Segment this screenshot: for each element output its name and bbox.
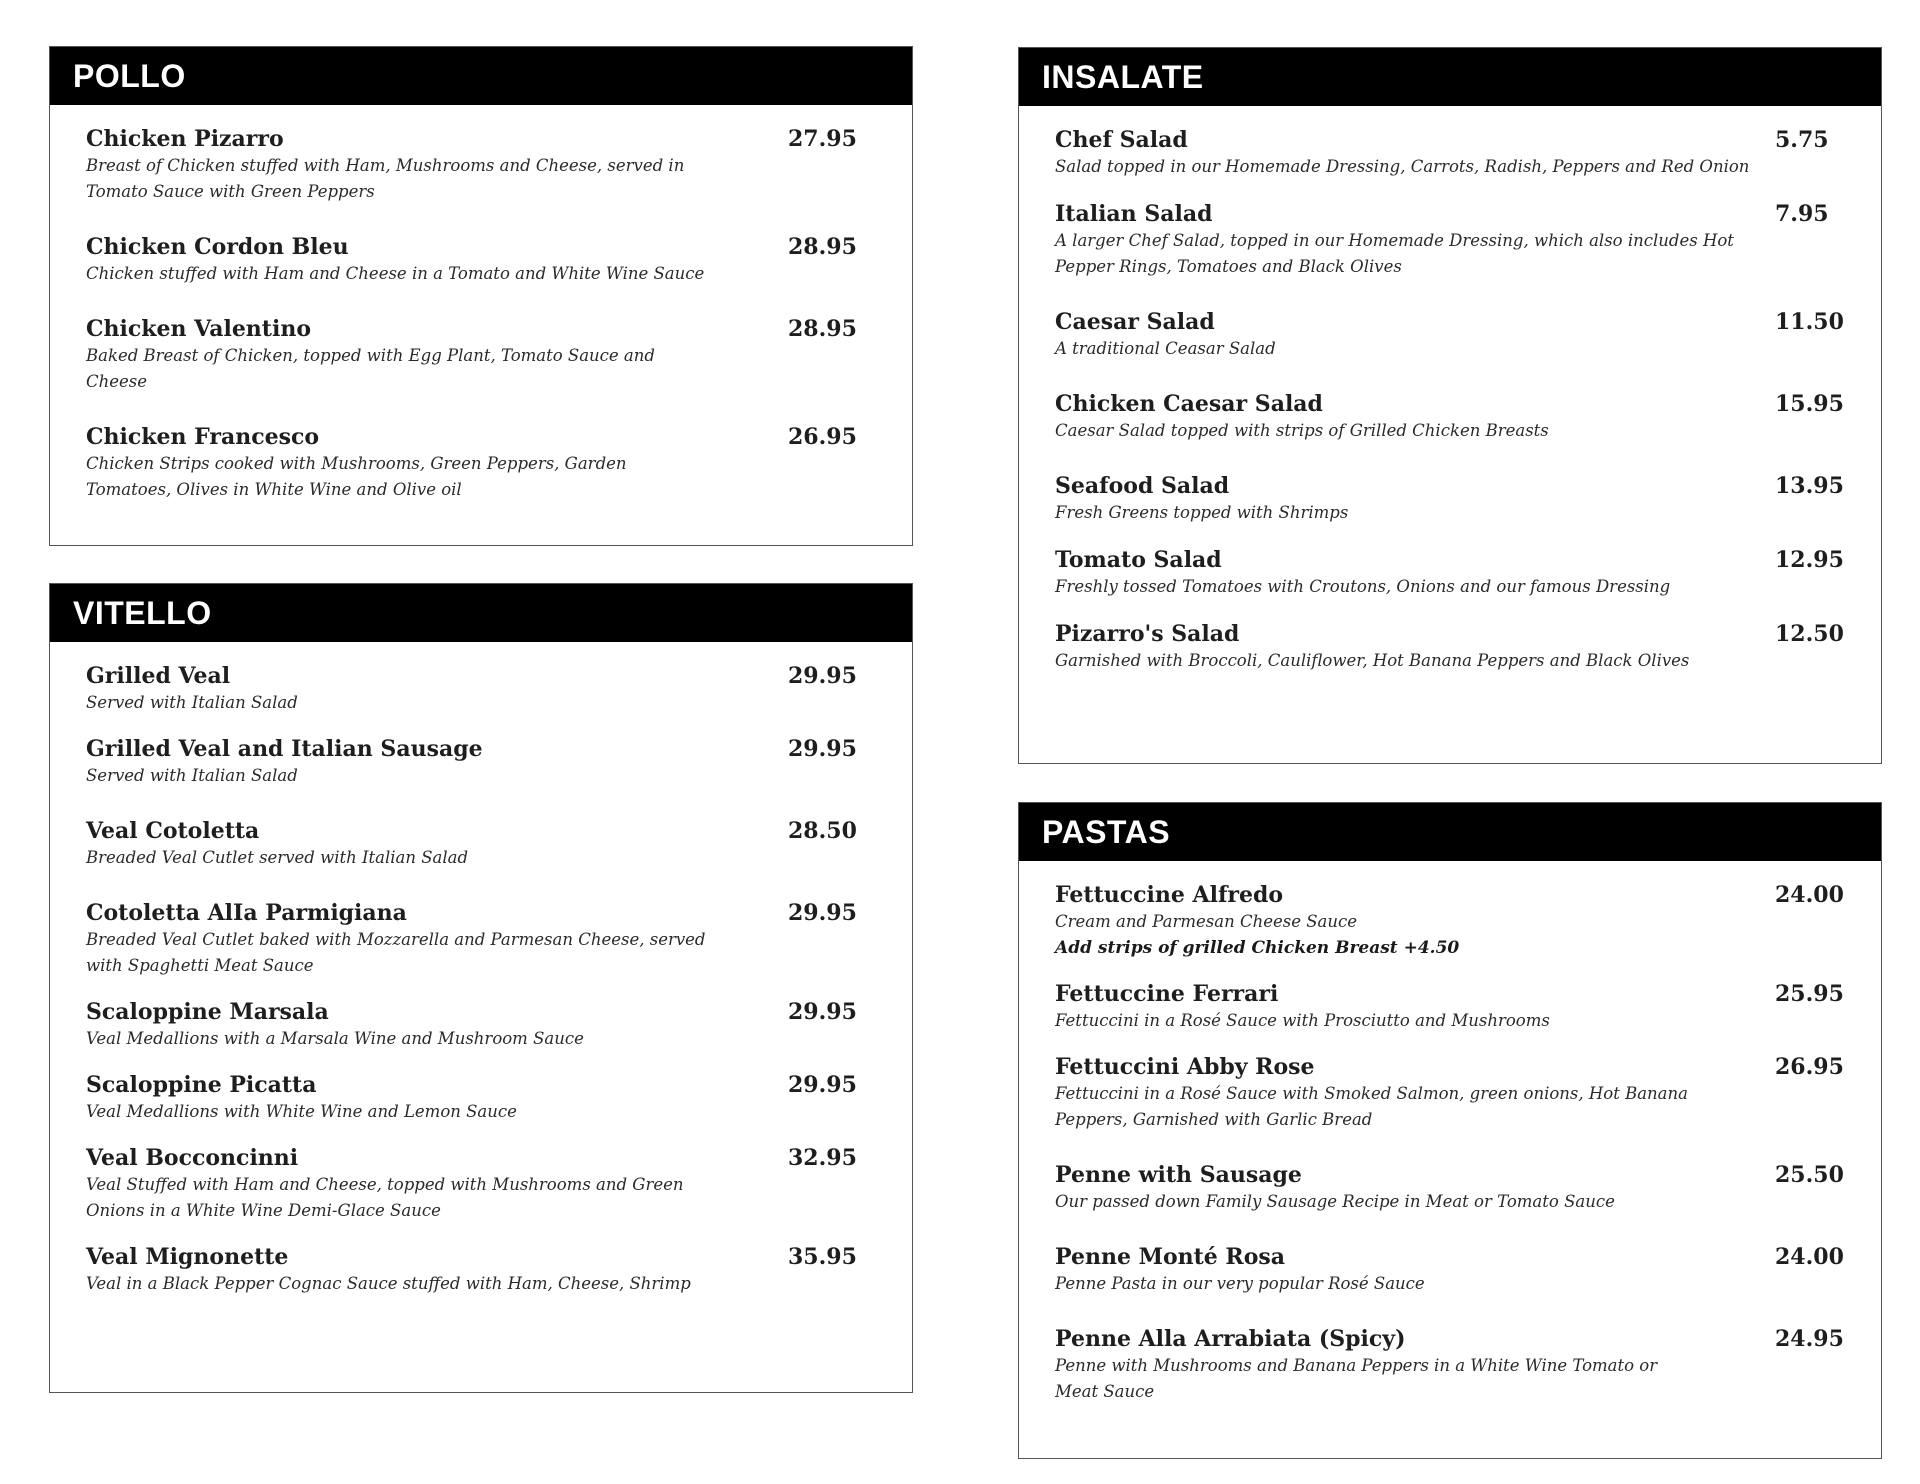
item-name: Chicken Caesar Salad bbox=[1055, 391, 1323, 417]
item-price: 28.95 bbox=[788, 234, 857, 260]
menu-item bbox=[1055, 1053, 1881, 1133]
item-price: 13.95 bbox=[1775, 473, 1844, 499]
item-description: Veal Medallions with a Marsala Wine and Mushroom Sauce bbox=[86, 1029, 584, 1048]
item-description: Breaded Veal Cutlet served with Italian Salad bbox=[86, 848, 469, 867]
menu-section-pastas bbox=[1018, 802, 1882, 1459]
menu-item bbox=[1055, 1243, 1881, 1297]
menu-item bbox=[1055, 980, 1881, 1034]
item-description: Veal in a Black Pepper Cognac Sauce stuffed with Ham, Cheese, Shrimp bbox=[86, 1274, 691, 1293]
item-description: Chicken Strips cooked with Mushrooms, Green Peppers, Garden Tomatoes, Olives in White Wine and Olive oil bbox=[86, 454, 627, 499]
section-title: VITELLO bbox=[50, 584, 912, 642]
item-price: 28.50 bbox=[788, 818, 857, 844]
item-description: Breast of Chicken stuffed with Ham, Mushrooms and Cheese, served in Tomato Sauce with Green Peppers bbox=[86, 156, 685, 201]
item-name: Pizarro's Salad bbox=[1055, 621, 1240, 647]
menu-item bbox=[86, 125, 912, 205]
item-name: Chicken Valentino bbox=[86, 316, 311, 342]
item-name: Veal Cotoletta bbox=[86, 818, 260, 844]
item-description: Fettuccini in a Rosé Sauce with Prosciutto and Mushrooms bbox=[1055, 1011, 1550, 1030]
item-description: Veal Medallions with White Wine and Lemon Sauce bbox=[86, 1102, 517, 1121]
item-description: Penne with Mushrooms and Banana Peppers in a White Wine Tomato or Meat Sauce bbox=[1055, 1356, 1658, 1401]
item-name: Chicken Francesco bbox=[86, 424, 320, 450]
item-price: 29.95 bbox=[788, 736, 857, 762]
menu-item bbox=[1055, 546, 1881, 600]
item-name: Chicken Cordon Bleu bbox=[86, 234, 349, 260]
menu-item bbox=[1055, 308, 1881, 362]
menu-item bbox=[86, 315, 912, 395]
item-name: Veal Mignonette bbox=[86, 1244, 289, 1270]
item-price: 29.95 bbox=[788, 1072, 857, 1098]
menu-item bbox=[86, 817, 912, 871]
item-name: Grilled Veal and Italian Sausage bbox=[86, 736, 483, 762]
menu-item bbox=[86, 899, 912, 979]
menu-items bbox=[1019, 106, 1881, 674]
item-price: 11.50 bbox=[1775, 309, 1844, 335]
item-name: Veal Bocconcinni bbox=[86, 1145, 299, 1171]
menu-item bbox=[86, 1243, 912, 1297]
item-price: 7.95 bbox=[1775, 201, 1829, 227]
item-name: Grilled Veal bbox=[86, 663, 231, 689]
item-name: Chicken Pizarro bbox=[86, 126, 284, 152]
item-price: 26.95 bbox=[788, 424, 857, 450]
item-price: 15.95 bbox=[1775, 391, 1844, 417]
item-price: 24.95 bbox=[1775, 1326, 1844, 1352]
item-name: Cotoletta AlIa Parmigiana bbox=[86, 900, 407, 926]
item-price: 29.95 bbox=[788, 663, 857, 689]
item-price: 25.50 bbox=[1775, 1162, 1844, 1188]
item-price: 32.95 bbox=[788, 1145, 857, 1171]
item-price: 35.95 bbox=[788, 1244, 857, 1270]
item-price: 28.95 bbox=[788, 316, 857, 342]
menu-items bbox=[1019, 861, 1881, 1405]
item-description: Freshly tossed Tomatoes with Croutons, Onions and our famous Dressing bbox=[1055, 577, 1671, 596]
section-title: POLLO bbox=[50, 47, 912, 105]
menu-item bbox=[86, 1144, 912, 1224]
item-description: Cream and Parmesan Cheese Sauce bbox=[1055, 912, 1357, 931]
item-price: 26.95 bbox=[1775, 1054, 1844, 1080]
item-price: 25.95 bbox=[1775, 981, 1844, 1007]
item-name: Scaloppine Marsala bbox=[86, 999, 329, 1025]
item-description: Served with Italian Salad bbox=[86, 766, 298, 785]
item-price: 12.50 bbox=[1775, 621, 1844, 647]
item-description: Baked Breast of Chicken, topped with Egg Plant, Tomato Sauce and Cheese bbox=[86, 346, 655, 391]
item-price: 27.95 bbox=[788, 126, 857, 152]
item-name: Italian Salad bbox=[1055, 201, 1213, 227]
item-description: A traditional Ceasar Salad bbox=[1055, 339, 1276, 358]
item-name: Chef Salad bbox=[1055, 127, 1188, 153]
item-description: Caesar Salad topped with strips of Grilled Chicken Breasts bbox=[1055, 421, 1549, 440]
menu-item bbox=[86, 1071, 912, 1125]
menu-section-pollo bbox=[49, 46, 913, 546]
menu-item bbox=[1055, 200, 1881, 280]
item-price: 29.95 bbox=[788, 900, 857, 926]
item-price: 12.95 bbox=[1775, 547, 1844, 573]
item-name: Penne Monté Rosa bbox=[1055, 1244, 1286, 1270]
item-description: Fresh Greens topped with Shrimps bbox=[1055, 503, 1349, 522]
menu-item bbox=[1055, 390, 1881, 444]
item-description: Served with Italian Salad bbox=[86, 693, 298, 712]
item-description: Fettuccini in a Rosé Sauce with Smoked Salmon, green onions, Hot Banana Peppers, Garnished with Garlic Bread bbox=[1055, 1084, 1688, 1129]
item-price: 29.95 bbox=[788, 999, 857, 1025]
menu-item bbox=[86, 423, 912, 503]
item-description: Penne Pasta in our very popular Rosé Sauce bbox=[1055, 1274, 1425, 1293]
section-title: PASTAS bbox=[1019, 803, 1881, 861]
menu-items bbox=[50, 105, 912, 503]
menu-item bbox=[86, 233, 912, 287]
menu-item bbox=[86, 735, 912, 789]
item-addon-note: Add strips of grilled Chicken Breast +4.50 bbox=[1055, 938, 1460, 958]
item-name: Scaloppine Picatta bbox=[86, 1072, 317, 1098]
item-price: 24.00 bbox=[1775, 1244, 1844, 1270]
item-description: Chicken stuffed with Ham and Cheese in a Tomato and White Wine Sauce bbox=[86, 264, 705, 283]
menu-item bbox=[1055, 126, 1881, 180]
menu-items bbox=[50, 642, 912, 1297]
menu-section-insalate bbox=[1018, 47, 1882, 764]
menu-item bbox=[1055, 472, 1881, 526]
item-name: Penne Alla Arrabiata (Spicy) bbox=[1055, 1326, 1406, 1352]
menu-item bbox=[1055, 1325, 1881, 1405]
item-name: Fettuccini Abby Rose bbox=[1055, 1054, 1315, 1080]
item-name: Fettuccine Alfredo bbox=[1055, 882, 1284, 908]
menu-item bbox=[86, 998, 912, 1052]
item-description: Salad topped in our Homemade Dressing, Carrots, Radish, Peppers and Red Onion bbox=[1055, 157, 1750, 176]
item-name: Fettuccine Ferrari bbox=[1055, 981, 1279, 1007]
section-title: INSALATE bbox=[1019, 48, 1881, 106]
item-description: Our passed down Family Sausage Recipe in Meat or Tomato Sauce bbox=[1055, 1192, 1615, 1211]
item-name: Penne with Sausage bbox=[1055, 1162, 1302, 1188]
menu-section-vitello bbox=[49, 583, 913, 1393]
item-price: 24.00 bbox=[1775, 882, 1844, 908]
item-description: Garnished with Broccoli, Cauliflower, Hot Banana Peppers and Black Olives bbox=[1055, 651, 1690, 670]
item-price: 5.75 bbox=[1775, 127, 1829, 153]
menu-item bbox=[1055, 881, 1881, 961]
menu-item bbox=[86, 662, 912, 716]
item-name: Seafood Salad bbox=[1055, 473, 1230, 499]
menu-item bbox=[1055, 1161, 1881, 1215]
item-description: Breaded Veal Cutlet baked with Mozzarella and Parmesan Cheese, served with Spaghetti Meat Sauce bbox=[86, 930, 706, 975]
item-description: Veal Stuffed with Ham and Cheese, topped with Mushrooms and Green Onions in a White Wine Demi-Glace Sauce bbox=[86, 1175, 684, 1220]
item-description: A larger Chef Salad, topped in our Homemade Dressing, which also includes Hot Pepper Rings, Tomatoes and Black Olives bbox=[1055, 231, 1734, 276]
item-name: Caesar Salad bbox=[1055, 309, 1215, 335]
item-name: Tomato Salad bbox=[1055, 547, 1222, 573]
menu-item bbox=[1055, 620, 1881, 674]
